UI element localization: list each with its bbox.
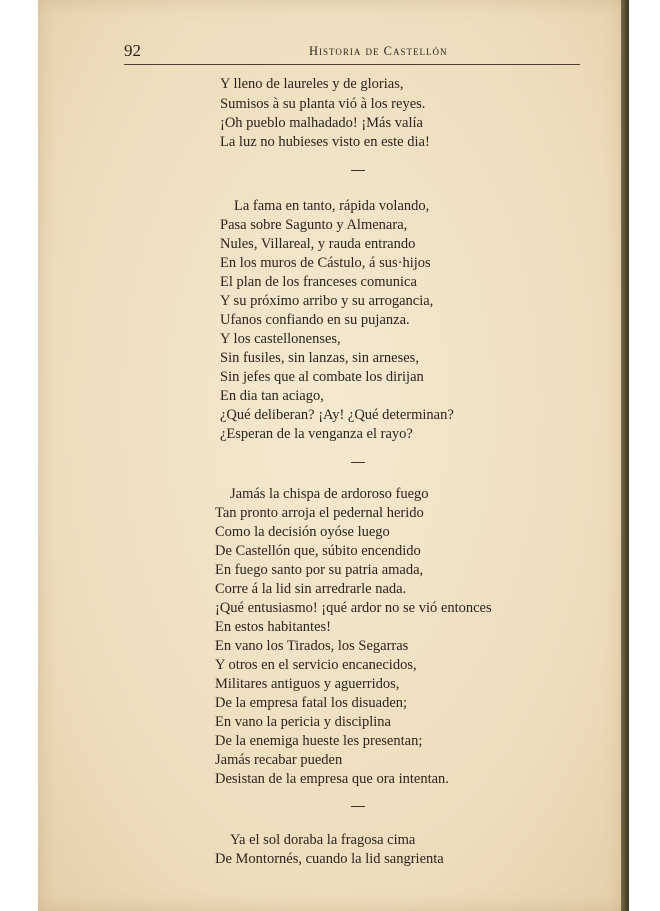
- verse-line: Sin fusiles, sin lanzas, sin arneses,: [220, 350, 419, 366]
- verse-line: De la empresa fatal los disuaden;: [215, 695, 408, 711]
- verse-line: Y su próximo arribo y su arrogancia,: [220, 293, 434, 309]
- verse-line: ¿Esperan de la venganza el rayo?: [220, 426, 413, 442]
- verse-line: Desistan de la empresa que ora intentan.: [215, 771, 449, 787]
- verse-line: Y lleno de laureles y de glorias,: [220, 76, 404, 92]
- verse-line: Nules, Villareal, y rauda entrando: [220, 236, 416, 252]
- book-spine-edge: [621, 0, 629, 911]
- verse-line: En dia tan aciago,: [220, 388, 324, 404]
- verse-line: Jamás la chispa de ardoroso fuego: [230, 486, 429, 502]
- verse-line: Ufanos confiando en su pujanza.: [220, 312, 410, 328]
- verse-line: ¡Qué entusiasmo! ¡qué ardor no se vió entonces: [215, 600, 492, 616]
- page-title: Historia de Castellón: [309, 44, 448, 58]
- verse-line: Tan pronto arroja el pedernal herido: [215, 505, 424, 521]
- verse-line: En vano la pericia y disciplina: [215, 714, 391, 730]
- verse-line: La luz no hubieses visto en este dia!: [220, 134, 430, 150]
- verse-line: Corre á la lid sin arredrarle nada.: [215, 581, 407, 597]
- verse-line: En los muros de Cástulo, á sus·hijos: [220, 255, 431, 271]
- book-page: [38, 0, 623, 911]
- verse-line: La fama en tanto, rápida volando,: [234, 198, 430, 214]
- verse-line: Jamás recabar pueden: [215, 752, 343, 768]
- verse-line: Militares antiguos y aguerridos,: [215, 676, 400, 692]
- verse-line: En fuego santo por su patria amada,: [215, 562, 424, 578]
- verse-line: En vano los Tirados, los Segarras: [215, 638, 409, 654]
- verse-line: Pasa sobre Sagunto y Almenara,: [220, 217, 408, 233]
- verse-line: El plan de los franceses comunica: [220, 274, 417, 290]
- verse-line: Sumisos à su planta vió à los reyes.: [220, 96, 426, 112]
- verse-line: ¿Qué deliberan? ¡Ay! ¿Qué determinan?: [220, 407, 454, 423]
- verse-line: De la enemiga hueste les presentan;: [215, 733, 423, 749]
- page-number: 92: [124, 41, 141, 60]
- verse-line: Como la decisión oyóse luego: [215, 524, 390, 540]
- verse-line: Sin jefes que al combate los dirijan: [220, 369, 424, 385]
- verse-line: Ya el sol doraba la fragosa cima: [230, 832, 416, 848]
- running-head: [124, 36, 580, 65]
- stanza-separator: [351, 170, 365, 171]
- stanza-separator: [351, 462, 365, 463]
- stanza-separator: [351, 806, 365, 807]
- verse-line: Y otros en el servicio encanecidos,: [215, 657, 417, 673]
- verse-line: De Montornés, cuando la lid sangrienta: [215, 851, 444, 867]
- verse-line: ¡Oh pueblo malhadado! ¡Más valía: [220, 115, 423, 131]
- verse-line: Y los castellonenses,: [220, 331, 341, 347]
- verse-line: De Castellón que, súbito encendido: [215, 543, 421, 559]
- verse-line: En estos habitantes!: [215, 619, 331, 635]
